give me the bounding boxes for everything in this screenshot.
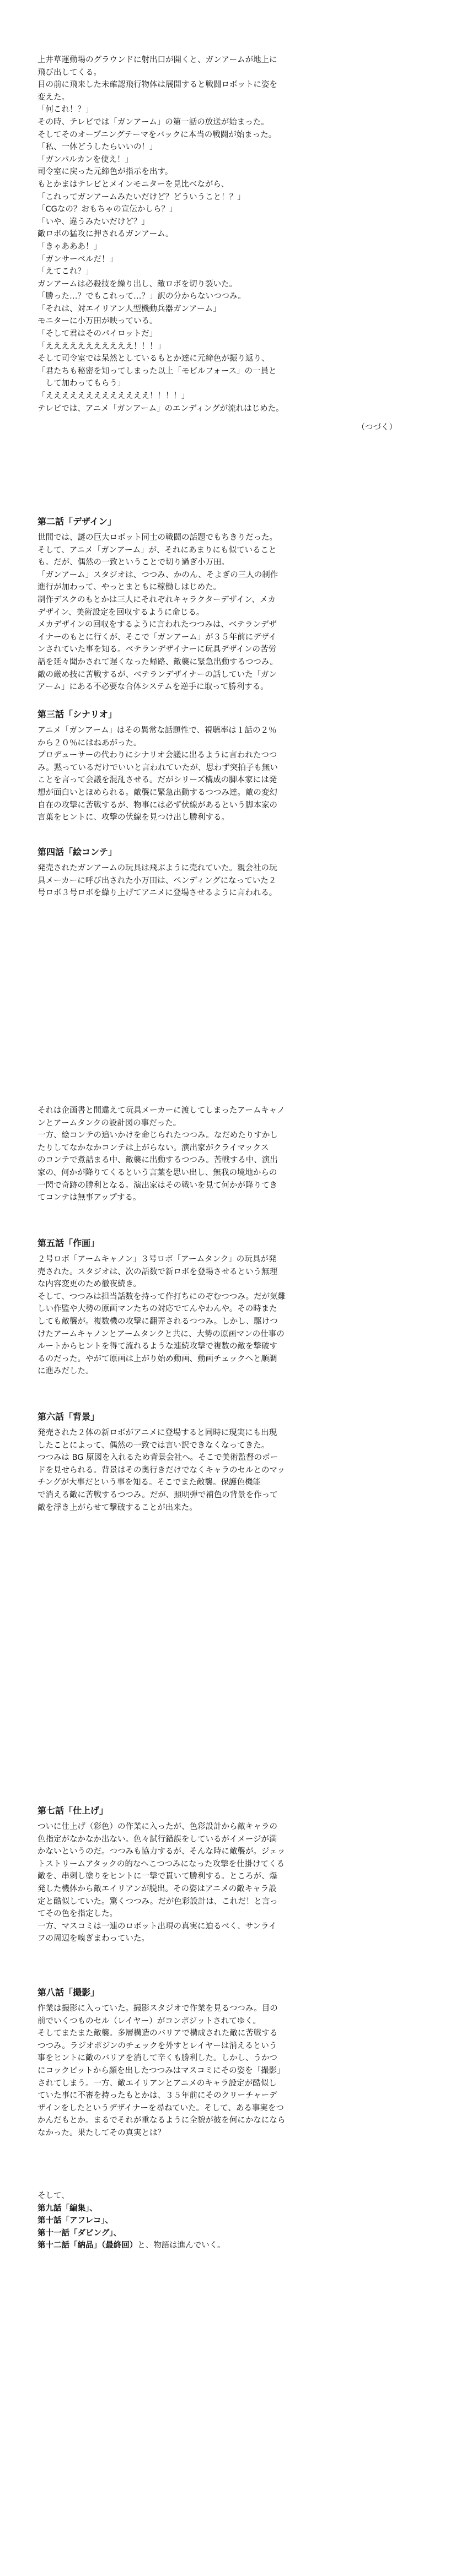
episode-heading: 第二話「デザイン」 [37,516,116,527]
prologue-text: 上井草運動場のグラウンドに射出口が開くと、ガンアームが地上に 飛び出してくる。 目の前に飛来した未確認飛行物体は展開すると戦闘ロボットに姿を 変えた。 「何これ！？」 その時、テレビでは「ガンアーム」の第一話の放送が始まった。 そしてそのオープニングテーマをバックに本当の戦闘が始まった。 「私、一体どうしたらいいの！」 「ガンパルカンを使え！」 司令室に戻った元締色が指示を出す。 もとかまはテレビとメインモニターを見比べながら、 「これってガンアームみたいだけど？どういうこと！？」 「CGなの？おもちゃの宣伝かしら？」 「いや、違うみたいだけど？」 敵ロボの猛攻に押されるガンアーム。 「きゃあああ！」 「ガンサーベルだ！」 「えてこれ？」 ガンアームは必殺技を繰り出し、敵ロボを切り裂いた。 「勝った…？でもこれって…？」訳の分からないつつみ。 「それは、対エイリアン人型機動兵器ガンアーム」 モニターに小万田が映っている。 「そして君はそのパイロットだ」 「えええええええええええ！！！」 そして司令室では呆然としているもとか達に元締色が振り返り、 「君たちも秘密を知ってしまった以上「モビルフォース」の一員と して加わってもらう」 「えええええええええええええ！！！！」 テレビでは、アニメ「ガンアーム」のエンディングが流れはじめた。 [37,56,284,413]
episode-2-section [37,515,419,694]
closing-item: 第十一話「ダビング」、 [37,2228,121,2238]
episode-5-section [37,1237,419,1378]
episode-body: 発売された２体の新ロボがアニメに登場すると同時に現実にも出現 したことによって、偶然の一致では言い訳できなくなってきた。 つつみは BG 原図を入れるため背景会社へ。そこで美術監督のボー ドを見せられる。背景はその奥行きだけでなくキャラのセルとのマッ チングが大事だという事を知る。そこでまた敵襲。保護色機能 で消える敵に苦戦するつつみ。だが、照明弾で補色の背景を作って 敵を浮き上がらせて撃破することが出来た。 [37,1428,285,1512]
episode-heading: 第五話「作画」 [37,1238,100,1248]
episode-6-section [37,1410,419,1514]
episode-8-section [37,1986,419,2140]
episode-heading: 第四話「絵コンテ」 [37,847,117,857]
closing-item-title: 第十二話「納品」（最終回） [37,2241,138,2250]
episode-heading: 第六話「背景」 [37,1411,100,1422]
episode-4-section [37,846,419,900]
prologue-section [37,54,419,434]
episode-heading: 第三話「シナリオ」 [37,709,117,719]
closing-section [37,2190,419,2252]
episode-body: 作業は撮影に入っていた。撮影スタジオで作業を見るつつみ。目の 前でいくつものセル（レイヤー）がコンポジットされてゆく。 そしてまたまた敵襲。多層構造のバリアで構成された敵に苦戦する つつみ。ラジオポジンのチェックを外すとレイヤーは消えるという 事をヒントに敵のバリアを消して辛くも勝利した。しかし、うかつ にコックピットから顔を出したつつみはマスコミにその姿を「撮影」 されてしまう。一方、敵エイリアンとアニメのキャラ設定が酷似し ていた事に不審を持ったもとかは、３５年前にそのクリーチャーデ ザインをしたというデザイナーを尋ねていた。そして、ある事実をつ かんだもとか。まるでそれが重なるように全貌が彼を何にかなになら なかった。果たしてその真実とは？ [37,2004,286,2137]
episode-7-section [37,1804,419,1945]
episode-body: 発売されたガンアームの玩具は飛ぶように売れていた。親会社の玩 具メーカーに呼び出された小万田は、ペンディングになっていた２ 号ロボ３号ロボを繰り上げてアニメに登場させるように言われる。 [37,864,277,898]
to-be-continued: （つづく） [357,423,397,432]
closing-item-rest: と、物語は進んでいく。 [137,2241,226,2250]
episode-body: ついに仕上げ（彩色）の作業に入ったが、色彩設計から敵キャラの 色指定がなかなか出ない。色々試行錯誤をしているがイメージが満 かないというのだ。つつみも協力するが、そんな時に敵襲が。ジェッ トストリームアタックの的なへこつつみになった攻撃を仕掛けてくる 敵を、串刺し塗りをヒントに一撃で貫いて勝利する。ところが、爆 発した機体から敵エイリアンが脱出。その姿はアニメの敵キャラ設 定と酷似していた。驚くつつみ。だが色彩設計は、これだ！と言っ てその色を指定した。 一方、マスコミは一連のロボット出現の真実に迫るべく、サンライ フの周辺を嗅ぎまわっていた。 [37,1822,286,1944]
episode-body: アニメ「ガンアーム」はその異常な話題性で、視聴率は１話の２％ から２０％にはねあがった。 プロデューサーの代わりにシナリオ会議に出るように言われたつつ み。黙っているだけでいいと言われていたが、思わず突拍子も無い ことを言って会議を混乱させる。だがシリーズ構成の脚本家には発 想が面白いとほめられる。敵襲に緊急出動するつつみ達。敵の変幻 自在の攻撃に苦戦するが、物事には必ず伏線があるという脚本家の 言葉をヒントに、攻撃の伏線を見つけ出し勝利する。 [37,726,278,822]
closing-item: 第十話「アフレコ」、 [37,2216,114,2226]
closing-intro: そして、 [37,2191,69,2200]
episode-body: 世間では、謎の巨大ロボット同士の戦闘の話題でもちきりだった。 そして、アニメ「ガンアーム」が、それにあまりにも似ていること も。だが、偶然の一致ということで切り過ぎ小万田。 「ガンアーム」スタジオは、つつみ、かのん、そよぎの三人の制作 進行が加わって、やっとまともに稼働しはじめた。 制作デスクのもとかは三人にそれぞれキャラクターデザイン、メカ デザイン、美術設定を回収するように命じる。 メカデザインの回収をするように言われたつつみは、ベテランデザ イナーのもとに行くが、そこで「ガンアーム」が３５年前にデザイ ンされていた事を知る。ベテランデザイナーに玩具デザインの苦労 話を延々聞かされて遅くなった帰路、敵襲に緊急出動するつつみ。 敵の厳め技に苦戦するが、ベテランデザイナーの話していた「ガン アーム」にある不必要な合体システムを逆手に取って勝利する。 [37,533,278,692]
episode-heading: 第七話「仕上げ」 [37,1805,109,1816]
episode-body: それは企画書と間違えて玩具メーカーに渡してしまったアームキャノ ンとアームタンクの設計図の事だった。 一方、絵コンテの追いかけを命じられたつつみ。なだめたりすかし たりしてなかなかコンテは上がらない。演出家がクライマックス のコンテで煮詰まる中、敵襲に出動するつつみ。苦戦する中、演出 家の、何かが降りてくるという言葉を思い出し、無我の境地からの 一閃で奇跡の勝利となる。演出家はその戦いを見て何かが降りてき てコンテは無事アップする。 [37,1106,285,1203]
episode-4-continued [37,1105,419,1204]
closing-item [37,2239,419,2252]
episode-3-section [37,708,419,824]
closing-item: 第九話「編集」、 [37,2204,98,2213]
episode-body: ２号ロボ「アームキャノン」３号ロボ「アームタンク」の玩具が発 売された。スタジオは、次の話数で新ロボを登場させるという無理 な内容変更のため徹夜続き。 そして、つつみは担当話数を持って作打ちにのぞむつつみ。だが気難 しい作監や大勢の原画マンたちの対応でてんやわんや。その時また しても敵襲が。複数機の攻撃に翻弄されるつつみ。しかし、駆けつ けたアームキャノンとアームタンクと共に、大勢の原画マンの仕事の ルートからヒントを得て流れるような連続攻撃で複数の敵を撃破す るのだった。やがて原画は上がり始め動画、動画チェックへと順調 に進みだした。 [37,1255,286,1376]
episode-heading: 第八話「撮影」 [37,1987,100,1998]
